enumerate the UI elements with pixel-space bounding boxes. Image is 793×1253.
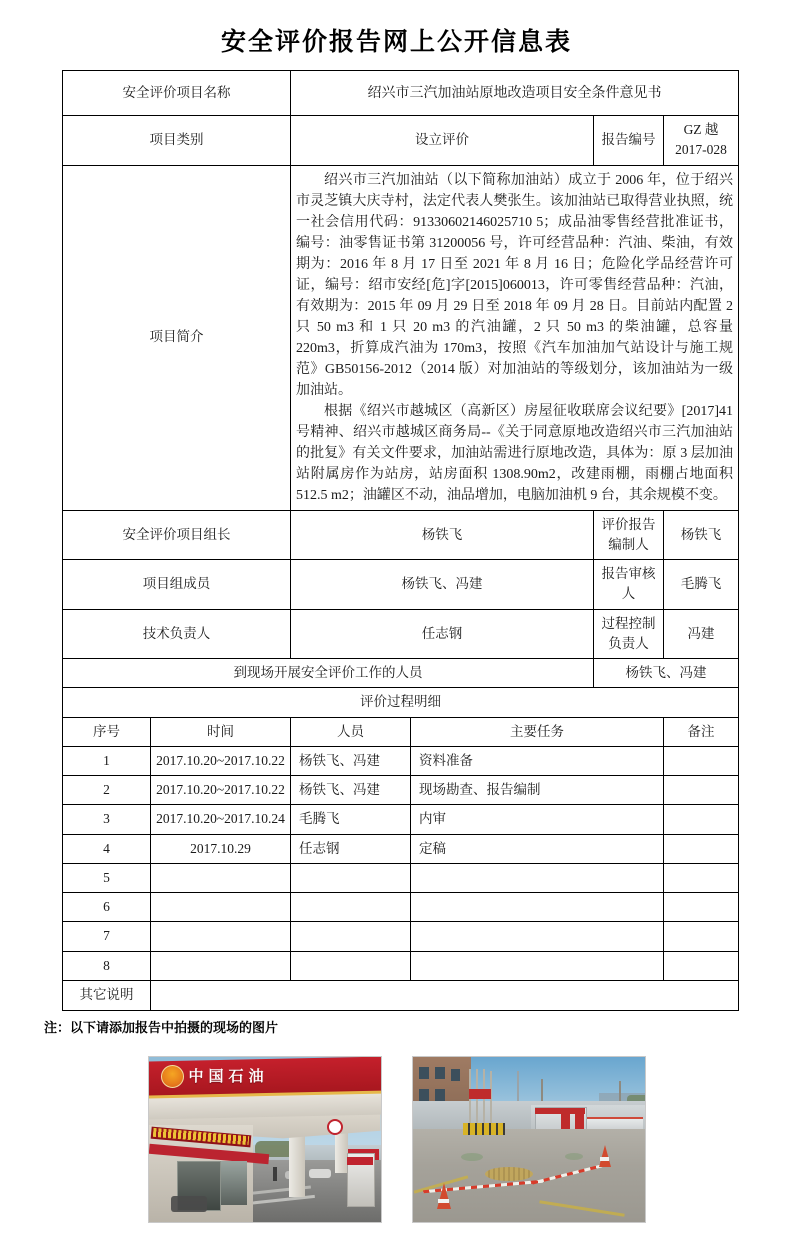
photo2-ground-patch [461,1153,483,1161]
technical-lead-value: 任志钢 [291,609,594,659]
process-row-time [151,951,291,980]
photo2-traffic-cone [437,1183,451,1209]
process-row-no: 4 [63,834,151,863]
project-leader-label: 安全评价项目组长 [63,510,291,560]
process-header-no: 序号 [63,717,151,746]
public-information-table [62,70,739,1011]
process-row-no: 1 [63,746,151,775]
process-header-time: 时间 [151,717,291,746]
row-personnel-members [63,560,739,610]
table-row [63,805,739,834]
other-notes-label: 其它说明 [63,980,151,1010]
photo2-red-banner [469,1089,491,1099]
table-row [63,776,739,805]
process-row-task [411,863,664,892]
process-row-task [411,893,664,922]
process-row-people [291,951,411,980]
process-row-people: 毛腾飞 [291,805,411,834]
row-site-staff [63,659,739,688]
site-photos [0,1056,793,1223]
photo2-building-window [451,1069,460,1081]
process-row-no: 3 [63,805,151,834]
photo2-scaffold-pole [490,1071,492,1127]
photo1-fuel-dispenser-band [347,1157,373,1165]
site-staff-label: 到现场开展安全评价工作的人员 [63,659,594,688]
process-row-time [151,863,291,892]
process-row-no: 7 [63,922,151,951]
row-personnel-technical [63,609,739,659]
process-row-people: 杨铁飞、冯建 [291,746,411,775]
report-number-value: GZ 越 2017-028 [664,116,739,166]
process-row-remark [664,893,739,922]
technical-lead-label: 技术负责人 [63,609,291,659]
photo-instruction-note: 注：以下请添加报告中拍摄的现场的图片 [44,1019,279,1035]
process-row-time: 2017.10.29 [151,834,291,863]
process-row-no: 5 [63,863,151,892]
report-reviewer-value: 毛腾飞 [664,560,739,610]
report-reviewer-label: 报告审核人 [594,560,664,610]
process-row-people: 任志钢 [291,834,411,863]
row-project-name [63,71,739,116]
process-row-time: 2017.10.20~2017.10.22 [151,746,291,775]
row-process-headers [63,717,739,746]
table-row [63,863,739,892]
process-row-task [411,922,664,951]
project-brief-label: 项目简介 [63,165,291,510]
project-category-label: 项目类别 [63,116,291,166]
table-row [63,922,739,951]
photo2-building-window [435,1067,445,1079]
project-brief-paragraph-2: 根据《绍兴市越城区（高新区）房屋征收联席会议纪要》[2017]41 号精神、绍兴市越城区商务局--《关于同意原地改造绍兴市三汽加油站的批复》有关文件要求，加油站需进行原地改造，具体为：原 3 层加油站附属房作为站房，站房面积 1308.90m2，改建雨棚，雨棚占地面积 512.5 m2；油罐区不动，油品增加，电脑加油机 9 台，其余规模不变。 [296,403,733,503]
table-row [63,893,739,922]
photo2-traffic-cone-band [600,1157,609,1161]
page-title: 安全评价报告网上公开信息表 [220,29,572,56]
process-row-task: 现场勘查、报告编制 [411,776,664,805]
process-row-remark [664,863,739,892]
process-row-remark [664,746,739,775]
row-project-brief [63,165,739,510]
photo1-car [309,1169,331,1178]
process-header-task: 主要任务 [411,717,664,746]
report-author-value: 杨铁飞 [664,510,739,560]
process-row-remark [664,834,739,863]
photo2-building-window [419,1067,429,1079]
site-staff-value: 杨铁飞、冯建 [594,659,739,688]
project-leader-value: 杨铁飞 [291,510,594,560]
process-row-no: 8 [63,951,151,980]
table-row [63,834,739,863]
photo1-motorbike [171,1196,207,1212]
process-row-task [411,951,664,980]
photo2-ground-patch [565,1153,583,1160]
process-control-label: 过程控制负责人 [594,609,664,659]
project-brief-value [291,165,739,510]
project-category-value: 设立评价 [291,116,594,166]
process-detail-title: 评价过程明细 [63,688,739,717]
photo2-yellow-guardrail [463,1123,505,1135]
row-project-category [63,116,739,166]
photo1-pedestrian [273,1167,277,1181]
process-row-time [151,893,291,922]
process-row-remark [664,776,739,805]
gas-station-canopy-photo [148,1056,382,1223]
process-row-time [151,922,291,951]
photo1-shop-window [221,1161,247,1205]
project-name-label: 安全评价项目名称 [63,71,291,116]
team-members-value: 杨铁飞、冯建 [291,560,594,610]
process-row-remark [664,951,739,980]
photo1-clock-icon [327,1119,343,1135]
process-row-time: 2017.10.20~2017.10.24 [151,805,291,834]
project-brief-paragraph-1: 绍兴市三汽加油站（以下简称加油站）成立于 2006 年，位于绍兴市灵芝镇大庆寺村，法定代表人樊张生。该加油站已取得营业执照，统一社会信用代码：91330602146025710 5；成品油零售经营批准证书，编号：油零售证书第 31200056 号，许可经营品种：汽油、柴油，有效期为：2016 年 8 月 17 日至 2021 年 8 月 16 日；危险化学品经营许可证，编号：绍市安经[危]字[2015]060013，许可零售经营品种：汽油，有效期为：2015 年 09 月 29 日至 2018 年 09 月 28 日。目前站内配置 2 只 50 m3 和 1 只 20 m3 的汽油罐，2 只 50 m3 的柴油罐，总容量 220m3，折算成汽油为 170m3，按照《汽车加油加气站设计与施工规范》GB50156-2012（2014 版）对加油站的等级划分，该加油站为一级加油站。 [296,172,733,398]
process-row-task: 内审 [411,805,664,834]
process-row-people [291,893,411,922]
report-author-label: 评价报告编制人 [594,510,664,560]
report-number-label: 报告编号 [594,116,664,166]
process-control-value: 冯建 [664,609,739,659]
cleared-site-photo [412,1056,646,1223]
team-members-label: 项目组成员 [63,560,291,610]
row-personnel-leader [63,510,739,560]
other-notes-value [151,980,739,1010]
photo2-tank-manhole [485,1167,533,1181]
process-row-task: 定稿 [411,834,664,863]
table-row [63,951,739,980]
process-row-task: 资料准备 [411,746,664,775]
process-row-people [291,863,411,892]
row-process-detail-title [63,688,739,717]
process-row-no: 6 [63,893,151,922]
project-name-value: 绍兴市三汽加油站原地改造项目安全条件意见书 [291,71,739,116]
process-row-remark [664,922,739,951]
photo2-antenna-tower [517,1071,519,1103]
process-row-people [291,922,411,951]
photo2-building-window [419,1089,429,1101]
process-row-people: 杨铁飞、冯建 [291,776,411,805]
photo1-brand-text: 中国石油 [188,1067,269,1085]
row-other-notes [63,980,739,1010]
photo2-building-window [435,1089,445,1101]
petrochina-logo-icon [161,1065,184,1088]
process-header-remark: 备注 [664,717,739,746]
photo2-traffic-cone [599,1145,611,1167]
process-row-time: 2017.10.20~2017.10.22 [151,776,291,805]
photo2-traffic-cone-band [438,1199,449,1203]
process-row-no: 2 [63,776,151,805]
table-row [63,746,739,775]
process-row-remark [664,805,739,834]
process-header-people: 人员 [291,717,411,746]
